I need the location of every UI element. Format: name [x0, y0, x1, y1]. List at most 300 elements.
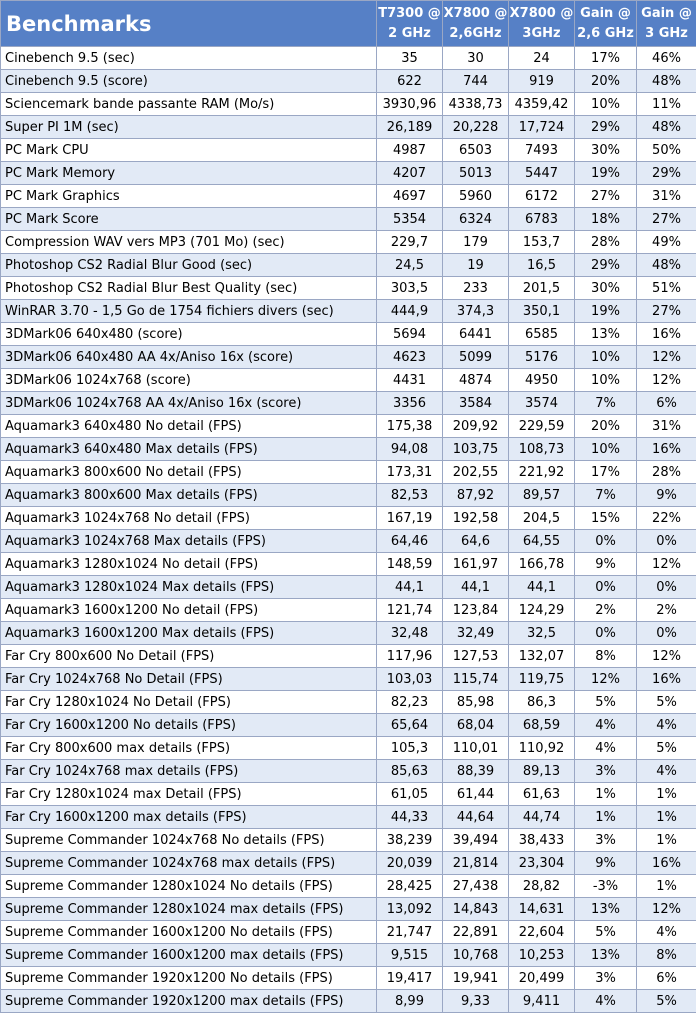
gain-26ghz-value: 3%: [575, 967, 637, 990]
gain-26ghz-value: 0%: [575, 622, 637, 645]
benchmark-label: 3DMark06 1024x768 (score): [1, 369, 377, 392]
x7800-3ghz-value: 20,499: [509, 967, 575, 990]
gain-26ghz-value: 2%: [575, 599, 637, 622]
table-row: [1, 185, 696, 208]
x7800-3ghz-value: 4950: [509, 369, 575, 392]
t7300-2ghz-value: 21,747: [377, 921, 443, 944]
x7800-26ghz-value: 6324: [443, 208, 509, 231]
x7800-3ghz-value: 17,724: [509, 116, 575, 139]
benchmark-label: 3DMark06 1024x768 AA 4x/Aniso 16x (score): [1, 392, 377, 415]
gain-3ghz-value: 29%: [637, 162, 696, 185]
gain-26ghz-value: 29%: [575, 254, 637, 277]
t7300-2ghz-value: 105,3: [377, 737, 443, 760]
t7300-2ghz-value: 65,64: [377, 714, 443, 737]
gain-26ghz-value: 4%: [575, 714, 637, 737]
table-row: [1, 415, 696, 438]
benchmark-label: Far Cry 1024x768 max details (FPS): [1, 760, 377, 783]
table-row: [1, 967, 696, 990]
t7300-2ghz-value: 229,7: [377, 231, 443, 254]
gain-3ghz-value: 2%: [637, 599, 696, 622]
t7300-2ghz-value: 24,5: [377, 254, 443, 277]
table-row: [1, 346, 696, 369]
t7300-2ghz-value: 20,039: [377, 852, 443, 875]
t7300-2ghz-value: 303,5: [377, 277, 443, 300]
benchmark-label: 3DMark06 640x480 AA 4x/Aniso 16x (score): [1, 346, 377, 369]
x7800-3ghz-value: 61,63: [509, 783, 575, 806]
column-header: [637, 1, 696, 47]
gain-3ghz-value: 12%: [637, 898, 696, 921]
benchmark-label: Aquamark3 1280x1024 Max details (FPS): [1, 576, 377, 599]
column-header-line2: 2,6GHz: [449, 25, 502, 41]
column-header-line2: 3GHz: [522, 25, 561, 41]
benchmark-label: Photoshop CS2 Radial Blur Good (sec): [1, 254, 377, 277]
x7800-26ghz-value: 88,39: [443, 760, 509, 783]
table-row: [1, 806, 696, 829]
x7800-26ghz-value: 68,04: [443, 714, 509, 737]
x7800-26ghz-value: 202,55: [443, 461, 509, 484]
table-row: [1, 530, 696, 553]
t7300-2ghz-value: 4207: [377, 162, 443, 185]
gain-3ghz-value: 46%: [637, 47, 696, 70]
x7800-3ghz-value: 119,75: [509, 668, 575, 691]
table-row: [1, 622, 696, 645]
gain-3ghz-value: 12%: [637, 553, 696, 576]
benchmark-label: Supreme Commander 1920x1200 max details (FPS): [1, 990, 377, 1013]
t7300-2ghz-value: 64,46: [377, 530, 443, 553]
x7800-26ghz-value: 4874: [443, 369, 509, 392]
gain-26ghz-value: 13%: [575, 898, 637, 921]
table-title: Benchmarks: [1, 1, 377, 47]
benchmark-label: Aquamark3 800x600 No detail (FPS): [1, 461, 377, 484]
x7800-3ghz-value: 14,631: [509, 898, 575, 921]
benchmark-label: WinRAR 3.70 - 1,5 Go de 1754 fichiers divers (sec): [1, 300, 377, 323]
gain-26ghz-value: 12%: [575, 668, 637, 691]
x7800-3ghz-value: 6783: [509, 208, 575, 231]
table-row: [1, 484, 696, 507]
benchmark-label: Aquamark3 640x480 No detail (FPS): [1, 415, 377, 438]
x7800-26ghz-value: 87,92: [443, 484, 509, 507]
gain-26ghz-value: 9%: [575, 553, 637, 576]
benchmark-label: Aquamark3 1024x768 No detail (FPS): [1, 507, 377, 530]
gain-3ghz-value: 6%: [637, 392, 696, 415]
gain-26ghz-value: 3%: [575, 829, 637, 852]
x7800-3ghz-value: 108,73: [509, 438, 575, 461]
t7300-2ghz-value: 28,425: [377, 875, 443, 898]
gain-26ghz-value: 19%: [575, 300, 637, 323]
column-header-line1: Gain @: [580, 5, 631, 21]
t7300-2ghz-value: 4697: [377, 185, 443, 208]
gain-3ghz-value: 49%: [637, 231, 696, 254]
benchmark-label: Supreme Commander 1024x768 max details (FPS): [1, 852, 377, 875]
x7800-26ghz-value: 5099: [443, 346, 509, 369]
gain-3ghz-value: 16%: [637, 323, 696, 346]
x7800-26ghz-value: 192,58: [443, 507, 509, 530]
t7300-2ghz-value: 32,48: [377, 622, 443, 645]
benchmark-label: PC Mark Score: [1, 208, 377, 231]
x7800-26ghz-value: 127,53: [443, 645, 509, 668]
table-row: [1, 576, 696, 599]
x7800-26ghz-value: 6441: [443, 323, 509, 346]
benchmark-label: Far Cry 1024x768 No Detail (FPS): [1, 668, 377, 691]
x7800-3ghz-value: 44,1: [509, 576, 575, 599]
x7800-26ghz-value: 21,814: [443, 852, 509, 875]
x7800-26ghz-value: 233: [443, 277, 509, 300]
gain-26ghz-value: 30%: [575, 277, 637, 300]
x7800-3ghz-value: 9,411: [509, 990, 575, 1013]
column-header-line1: X7800 @: [509, 5, 574, 21]
x7800-3ghz-value: 32,5: [509, 622, 575, 645]
column-header: [377, 1, 443, 47]
gain-26ghz-value: -3%: [575, 875, 637, 898]
t7300-2ghz-value: 4623: [377, 346, 443, 369]
gain-26ghz-value: 29%: [575, 116, 637, 139]
x7800-26ghz-value: 9,33: [443, 990, 509, 1013]
gain-3ghz-value: 6%: [637, 967, 696, 990]
x7800-26ghz-value: 19,941: [443, 967, 509, 990]
gain-26ghz-value: 10%: [575, 438, 637, 461]
gain-3ghz-value: 31%: [637, 415, 696, 438]
x7800-3ghz-value: 204,5: [509, 507, 575, 530]
gain-3ghz-value: 9%: [637, 484, 696, 507]
t7300-2ghz-value: 622: [377, 70, 443, 93]
table-row: [1, 162, 696, 185]
x7800-3ghz-value: 10,253: [509, 944, 575, 967]
column-header-line2: 2 GHz: [388, 25, 431, 41]
table-row: [1, 300, 696, 323]
x7800-26ghz-value: 10,768: [443, 944, 509, 967]
x7800-3ghz-value: 24: [509, 47, 575, 70]
t7300-2ghz-value: 13,092: [377, 898, 443, 921]
x7800-26ghz-value: 5960: [443, 185, 509, 208]
table-row: [1, 507, 696, 530]
header-row: [1, 1, 696, 47]
table-row: [1, 737, 696, 760]
benchmark-label: Supreme Commander 1600x1200 max details (FPS): [1, 944, 377, 967]
x7800-3ghz-value: 6172: [509, 185, 575, 208]
benchmark-label: PC Mark CPU: [1, 139, 377, 162]
gain-3ghz-value: 16%: [637, 438, 696, 461]
gain-26ghz-value: 20%: [575, 415, 637, 438]
table-row: [1, 461, 696, 484]
benchmark-label: Far Cry 800x600 No Detail (FPS): [1, 645, 377, 668]
x7800-3ghz-value: 44,74: [509, 806, 575, 829]
x7800-26ghz-value: 27,438: [443, 875, 509, 898]
column-header: [509, 1, 575, 47]
gain-3ghz-value: 12%: [637, 369, 696, 392]
t7300-2ghz-value: 5354: [377, 208, 443, 231]
gain-26ghz-value: 5%: [575, 921, 637, 944]
x7800-26ghz-value: 85,98: [443, 691, 509, 714]
gain-26ghz-value: 3%: [575, 760, 637, 783]
x7800-26ghz-value: 44,1: [443, 576, 509, 599]
t7300-2ghz-value: 9,515: [377, 944, 443, 967]
benchmark-label: Aquamark3 1600x1200 No detail (FPS): [1, 599, 377, 622]
t7300-2ghz-value: 8,99: [377, 990, 443, 1013]
gain-26ghz-value: 0%: [575, 530, 637, 553]
x7800-3ghz-value: 38,433: [509, 829, 575, 852]
x7800-26ghz-value: 161,97: [443, 553, 509, 576]
gain-3ghz-value: 11%: [637, 93, 696, 116]
x7800-3ghz-value: 3574: [509, 392, 575, 415]
gain-26ghz-value: 17%: [575, 461, 637, 484]
t7300-2ghz-value: 3930,96: [377, 93, 443, 116]
x7800-3ghz-value: 6585: [509, 323, 575, 346]
table-row: [1, 254, 696, 277]
table-row: [1, 852, 696, 875]
table-row: [1, 70, 696, 93]
x7800-3ghz-value: 89,13: [509, 760, 575, 783]
table-row: [1, 323, 696, 346]
table-row: [1, 898, 696, 921]
t7300-2ghz-value: 148,59: [377, 553, 443, 576]
benchmark-label: Supreme Commander 1600x1200 No details (FPS): [1, 921, 377, 944]
gain-26ghz-value: 27%: [575, 185, 637, 208]
gain-3ghz-value: 5%: [637, 737, 696, 760]
table-row: [1, 47, 696, 70]
table-row: [1, 760, 696, 783]
table-row: [1, 369, 696, 392]
benchmark-label: Cinebench 9.5 (score): [1, 70, 377, 93]
x7800-3ghz-value: 16,5: [509, 254, 575, 277]
gain-3ghz-value: 1%: [637, 783, 696, 806]
gain-26ghz-value: 9%: [575, 852, 637, 875]
table-row: [1, 93, 696, 116]
column-header-line2: 2,6 GHz: [577, 25, 634, 41]
x7800-3ghz-value: 919: [509, 70, 575, 93]
x7800-26ghz-value: 3584: [443, 392, 509, 415]
x7800-3ghz-value: 68,59: [509, 714, 575, 737]
benchmark-label: Supreme Commander 1280x1024 max details (FPS): [1, 898, 377, 921]
x7800-26ghz-value: 39,494: [443, 829, 509, 852]
x7800-3ghz-value: 23,304: [509, 852, 575, 875]
t7300-2ghz-value: 5694: [377, 323, 443, 346]
t7300-2ghz-value: 121,74: [377, 599, 443, 622]
benchmark-label: Sciencemark bande passante RAM (Mo/s): [1, 93, 377, 116]
benchmark-label: PC Mark Memory: [1, 162, 377, 185]
x7800-26ghz-value: 32,49: [443, 622, 509, 645]
table-body: [1, 47, 696, 1013]
t7300-2ghz-value: 38,239: [377, 829, 443, 852]
benchmark-label: Compression WAV vers MP3 (701 Mo) (sec): [1, 231, 377, 254]
t7300-2ghz-value: 19,417: [377, 967, 443, 990]
gain-26ghz-value: 17%: [575, 47, 637, 70]
gain-3ghz-value: 50%: [637, 139, 696, 162]
gain-26ghz-value: 10%: [575, 346, 637, 369]
x7800-26ghz-value: 4338,73: [443, 93, 509, 116]
gain-3ghz-value: 48%: [637, 70, 696, 93]
gain-3ghz-value: 31%: [637, 185, 696, 208]
x7800-3ghz-value: 28,82: [509, 875, 575, 898]
table-row: [1, 921, 696, 944]
x7800-3ghz-value: 86,3: [509, 691, 575, 714]
x7800-26ghz-value: 209,92: [443, 415, 509, 438]
gain-3ghz-value: 22%: [637, 507, 696, 530]
gain-26ghz-value: 13%: [575, 944, 637, 967]
benchmark-label: Supreme Commander 1024x768 No details (FPS): [1, 829, 377, 852]
x7800-3ghz-value: 124,29: [509, 599, 575, 622]
table-row: [1, 691, 696, 714]
x7800-26ghz-value: 44,64: [443, 806, 509, 829]
gain-26ghz-value: 10%: [575, 369, 637, 392]
gain-3ghz-value: 51%: [637, 277, 696, 300]
t7300-2ghz-value: 82,23: [377, 691, 443, 714]
gain-3ghz-value: 4%: [637, 714, 696, 737]
benchmark-label: Supreme Commander 1280x1024 No details (FPS): [1, 875, 377, 898]
gain-3ghz-value: 16%: [637, 852, 696, 875]
x7800-26ghz-value: 179: [443, 231, 509, 254]
gain-26ghz-value: 10%: [575, 93, 637, 116]
t7300-2ghz-value: 167,19: [377, 507, 443, 530]
x7800-26ghz-value: 19: [443, 254, 509, 277]
table-row: [1, 783, 696, 806]
column-header-line1: X7800 @: [443, 5, 508, 21]
x7800-3ghz-value: 22,604: [509, 921, 575, 944]
x7800-26ghz-value: 123,84: [443, 599, 509, 622]
gain-3ghz-value: 27%: [637, 208, 696, 231]
t7300-2ghz-value: 175,38: [377, 415, 443, 438]
benchmark-label: Cinebench 9.5 (sec): [1, 47, 377, 70]
gain-26ghz-value: 20%: [575, 70, 637, 93]
t7300-2ghz-value: 103,03: [377, 668, 443, 691]
table-row: [1, 277, 696, 300]
gain-26ghz-value: 5%: [575, 691, 637, 714]
gain-3ghz-value: 8%: [637, 944, 696, 967]
column-header-line2: 3 GHz: [645, 25, 688, 41]
table-row: [1, 139, 696, 162]
gain-26ghz-value: 15%: [575, 507, 637, 530]
table-row: [1, 875, 696, 898]
gain-3ghz-value: 16%: [637, 668, 696, 691]
table-row: [1, 208, 696, 231]
t7300-2ghz-value: 35: [377, 47, 443, 70]
x7800-3ghz-value: 201,5: [509, 277, 575, 300]
gain-3ghz-value: 48%: [637, 116, 696, 139]
benchmark-label: Photoshop CS2 Radial Blur Best Quality (sec): [1, 277, 377, 300]
x7800-26ghz-value: 64,6: [443, 530, 509, 553]
table-row: [1, 668, 696, 691]
gain-3ghz-value: 27%: [637, 300, 696, 323]
gain-3ghz-value: 1%: [637, 806, 696, 829]
x7800-3ghz-value: 5176: [509, 346, 575, 369]
gain-3ghz-value: 4%: [637, 921, 696, 944]
benchmark-label: Far Cry 800x600 max details (FPS): [1, 737, 377, 760]
table-row: [1, 599, 696, 622]
x7800-3ghz-value: 350,1: [509, 300, 575, 323]
gain-26ghz-value: 4%: [575, 990, 637, 1013]
t7300-2ghz-value: 61,05: [377, 783, 443, 806]
benchmark-label: Supreme Commander 1920x1200 No details (FPS): [1, 967, 377, 990]
x7800-3ghz-value: 153,7: [509, 231, 575, 254]
gain-3ghz-value: 12%: [637, 346, 696, 369]
gain-26ghz-value: 30%: [575, 139, 637, 162]
x7800-26ghz-value: 5013: [443, 162, 509, 185]
column-header: [443, 1, 509, 47]
x7800-26ghz-value: 110,01: [443, 737, 509, 760]
table-row: [1, 714, 696, 737]
gain-3ghz-value: 48%: [637, 254, 696, 277]
table-row: [1, 990, 696, 1013]
benchmark-label: Aquamark3 1024x768 Max details (FPS): [1, 530, 377, 553]
gain-3ghz-value: 5%: [637, 691, 696, 714]
gain-26ghz-value: 1%: [575, 783, 637, 806]
t7300-2ghz-value: 44,1: [377, 576, 443, 599]
x7800-26ghz-value: 6503: [443, 139, 509, 162]
t7300-2ghz-value: 85,63: [377, 760, 443, 783]
table-row: [1, 438, 696, 461]
x7800-3ghz-value: 5447: [509, 162, 575, 185]
x7800-26ghz-value: 744: [443, 70, 509, 93]
gain-3ghz-value: 12%: [637, 645, 696, 668]
gain-26ghz-value: 7%: [575, 392, 637, 415]
gain-26ghz-value: 7%: [575, 484, 637, 507]
table-row: [1, 645, 696, 668]
x7800-26ghz-value: 61,44: [443, 783, 509, 806]
benchmark-label: PC Mark Graphics: [1, 185, 377, 208]
gain-26ghz-value: 28%: [575, 231, 637, 254]
gain-26ghz-value: 8%: [575, 645, 637, 668]
benchmark-label: Aquamark3 640x480 Max details (FPS): [1, 438, 377, 461]
benchmark-label: Far Cry 1280x1024 No Detail (FPS): [1, 691, 377, 714]
x7800-26ghz-value: 14,843: [443, 898, 509, 921]
column-header-line1: Gain @: [641, 5, 692, 21]
x7800-3ghz-value: 4359,42: [509, 93, 575, 116]
x7800-3ghz-value: 221,92: [509, 461, 575, 484]
table-row: [1, 829, 696, 852]
x7800-3ghz-value: 166,78: [509, 553, 575, 576]
t7300-2ghz-value: 44,33: [377, 806, 443, 829]
table-row: [1, 116, 696, 139]
gain-3ghz-value: 1%: [637, 829, 696, 852]
gain-3ghz-value: 0%: [637, 622, 696, 645]
gain-3ghz-value: 28%: [637, 461, 696, 484]
x7800-3ghz-value: 7493: [509, 139, 575, 162]
t7300-2ghz-value: 4987: [377, 139, 443, 162]
table-row: [1, 553, 696, 576]
benchmark-label: Aquamark3 1600x1200 Max details (FPS): [1, 622, 377, 645]
benchmark-label: 3DMark06 640x480 (score): [1, 323, 377, 346]
gain-26ghz-value: 4%: [575, 737, 637, 760]
gain-26ghz-value: 0%: [575, 576, 637, 599]
x7800-26ghz-value: 30: [443, 47, 509, 70]
gain-3ghz-value: 4%: [637, 760, 696, 783]
gain-3ghz-value: 0%: [637, 530, 696, 553]
t7300-2ghz-value: 4431: [377, 369, 443, 392]
gain-26ghz-value: 19%: [575, 162, 637, 185]
gain-26ghz-value: 18%: [575, 208, 637, 231]
x7800-3ghz-value: 89,57: [509, 484, 575, 507]
column-header: [575, 1, 637, 47]
t7300-2ghz-value: 444,9: [377, 300, 443, 323]
benchmark-label: Far Cry 1600x1200 No details (FPS): [1, 714, 377, 737]
gain-3ghz-value: 0%: [637, 576, 696, 599]
gain-3ghz-value: 5%: [637, 990, 696, 1013]
t7300-2ghz-value: 94,08: [377, 438, 443, 461]
x7800-26ghz-value: 103,75: [443, 438, 509, 461]
benchmark-label: Aquamark3 1280x1024 No detail (FPS): [1, 553, 377, 576]
benchmark-label: Super PI 1M (sec): [1, 116, 377, 139]
table-row: [1, 392, 696, 415]
x7800-3ghz-value: 110,92: [509, 737, 575, 760]
benchmark-label: Far Cry 1600x1200 max details (FPS): [1, 806, 377, 829]
x7800-26ghz-value: 20,228: [443, 116, 509, 139]
x7800-3ghz-value: 132,07: [509, 645, 575, 668]
benchmark-label: Far Cry 1280x1024 max Detail (FPS): [1, 783, 377, 806]
gain-26ghz-value: 1%: [575, 806, 637, 829]
x7800-3ghz-value: 64,55: [509, 530, 575, 553]
t7300-2ghz-value: 117,96: [377, 645, 443, 668]
benchmark-label: Aquamark3 800x600 Max details (FPS): [1, 484, 377, 507]
gain-26ghz-value: 13%: [575, 323, 637, 346]
